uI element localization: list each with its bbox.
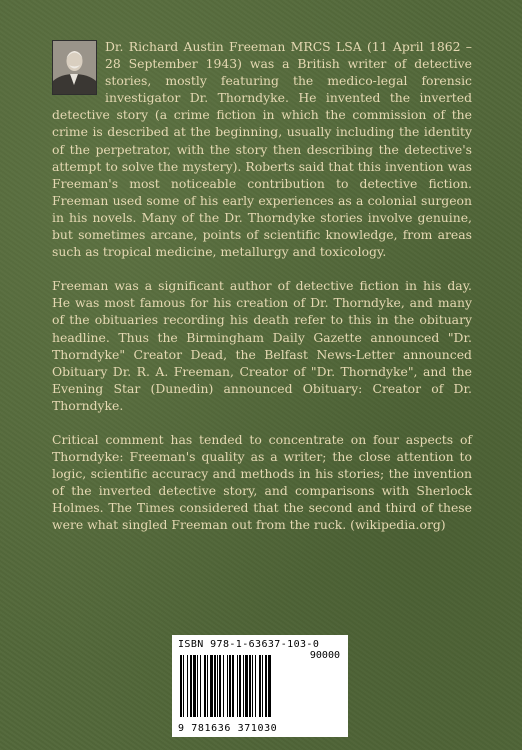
bio-paragraph-3: Critical comment has tended to concentrate on four aspects of Thorndyke: Freeman's quality as a writer; the close attention to logic, scientific accuracy and methods in his stories; the invention of the inverted detective story, and comparisons with Sherlock Holmes. The Times considered that the second and third of these were what singled Freeman out from the ruck. (wikipedia.org) <box>52 431 472 533</box>
isbn-barcode <box>172 635 348 737</box>
bio-paragraph-1 <box>52 38 472 260</box>
author-portrait-image <box>53 41 96 94</box>
bio-paragraph-1-text: Dr. Richard Austin Freeman MRCS LSA (11 April 1862 – 28 September 1943) was a British writer of detective stories, mostly featuring the medico-legal forensic investigator Dr. Thorndyke. He invented the inverted detective story (a crime fiction in which the commission of the crime is described at the beginning, usually including the identity of the perpetrator, with the story then describing the detective's attempt to solve the mystery). Roberts said that this invention was Freeman's most noticeable contribution to detective fiction. Freeman used some of his early experiences as a colonial surgeon in his novels. Many of the Dr. Thorndyke stories involve genuine, but sometimes arcane, points of scientific knowledge, from areas such as tropical medicine, metallurgy and toxicology. <box>52 39 472 260</box>
bio-paragraph-2: Freeman was a significant author of detective fiction in his day. He was most famous for his creation of Dr. Thorndyke, and many of the obituaries recording his death refer to this in the obituary headline. Thus the Birmingham Daily Gazette announced "Dr. Thorndyke" Creator Dead, the Belfast News-Letter announced Obituary Dr. R. A. Freeman, Creator of "Dr. Thorndyke", and the Evening Star (Dunedin) announced Obituary: Creator of Dr. Thorndyke. <box>52 278 472 413</box>
back-cover-text <box>52 38 472 551</box>
author-portrait <box>52 40 97 95</box>
barcode-digits: 9 781636 371030 <box>178 723 278 734</box>
isbn-label: ISBN 978-1-63637-103-0 <box>178 639 320 650</box>
price-code: 90000 <box>309 650 340 661</box>
barcode-bars <box>180 655 304 719</box>
